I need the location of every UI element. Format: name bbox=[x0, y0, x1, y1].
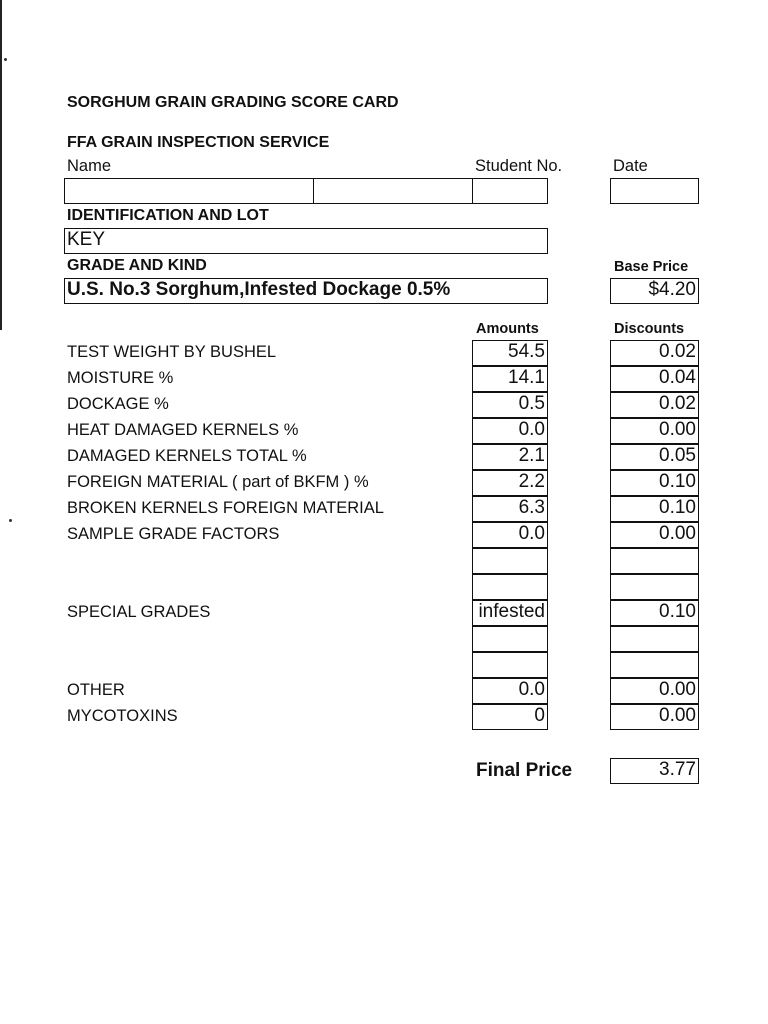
grade-kind-field[interactable]: U.S. No.3 Sorghum,Infested Dockage 0.5% bbox=[64, 278, 548, 304]
base-price-label: Base Price bbox=[614, 259, 689, 275]
factor-label: DOCKAGE % bbox=[67, 395, 169, 413]
amounts-header: Amounts bbox=[476, 321, 539, 337]
discount-field[interactable]: 0.10 bbox=[610, 600, 699, 626]
student-no-field[interactable] bbox=[472, 178, 548, 204]
date-label: Date bbox=[613, 157, 648, 175]
card-title: SORGHUM GRAIN GRADING SCORE CARD bbox=[67, 94, 399, 111]
factor-label: MOISTURE % bbox=[67, 369, 174, 387]
discount-field[interactable]: 0.04 bbox=[610, 366, 699, 392]
name-label: Name bbox=[67, 157, 112, 175]
discount-field[interactable]: 0.10 bbox=[610, 470, 699, 496]
amount-field[interactable] bbox=[472, 652, 548, 678]
identification-label: IDENTIFICATION AND LOT bbox=[67, 207, 269, 224]
discount-field[interactable]: 0.00 bbox=[610, 418, 699, 444]
final-price-field[interactable]: 3.77 bbox=[610, 758, 699, 784]
factor-label: SAMPLE GRADE FACTORS bbox=[67, 525, 280, 543]
factor-label: BROKEN KERNELS FOREIGN MATERIAL bbox=[67, 499, 384, 517]
amount-field[interactable] bbox=[472, 574, 548, 600]
amount-field[interactable]: infested bbox=[472, 600, 548, 626]
amount-field[interactable] bbox=[472, 548, 548, 574]
amount-field[interactable]: 2.2 bbox=[472, 470, 548, 496]
factor-label: MYCOTOXINS bbox=[67, 707, 178, 725]
amount-field[interactable]: 0.0 bbox=[472, 522, 548, 548]
amount-field[interactable]: 6.3 bbox=[472, 496, 548, 522]
factor-label: DAMAGED KERNELS TOTAL % bbox=[67, 447, 307, 465]
amount-field[interactable]: 0 bbox=[472, 704, 548, 730]
amount-field[interactable]: 0.0 bbox=[472, 678, 548, 704]
name-field[interactable] bbox=[64, 178, 315, 204]
factor-label: OTHER bbox=[67, 681, 125, 699]
date-field[interactable] bbox=[610, 178, 699, 204]
name-field-extra[interactable] bbox=[313, 178, 474, 204]
factor-label: TEST WEIGHT BY BUSHEL bbox=[67, 343, 277, 361]
scan-edge bbox=[0, 0, 2, 330]
grade-kind-label: GRADE AND KIND bbox=[67, 257, 207, 274]
amount-field[interactable]: 54.5 bbox=[472, 340, 548, 366]
factor-label: FOREIGN MATERIAL ( part of BKFM ) % bbox=[67, 473, 369, 491]
discount-field[interactable] bbox=[610, 574, 699, 600]
discount-field[interactable] bbox=[610, 548, 699, 574]
scan-speck bbox=[4, 58, 7, 61]
amount-field[interactable]: 2.1 bbox=[472, 444, 548, 470]
identification-field[interactable]: KEY bbox=[64, 228, 548, 254]
discount-field[interactable]: 0.05 bbox=[610, 444, 699, 470]
discount-field[interactable]: 0.02 bbox=[610, 340, 699, 366]
amount-field[interactable] bbox=[472, 626, 548, 652]
discount-field[interactable]: 0.10 bbox=[610, 496, 699, 522]
base-price-field[interactable]: $4.20 bbox=[610, 278, 699, 304]
student-no-label: Student No. bbox=[475, 157, 563, 175]
discount-field[interactable]: 0.00 bbox=[610, 522, 699, 548]
amount-field[interactable]: 0.5 bbox=[472, 392, 548, 418]
final-price-label: Final Price bbox=[476, 760, 573, 781]
service-title: FFA GRAIN INSPECTION SERVICE bbox=[67, 134, 330, 151]
discounts-header: Discounts bbox=[614, 321, 685, 337]
amount-field[interactable]: 14.1 bbox=[472, 366, 548, 392]
factor-label: SPECIAL GRADES bbox=[67, 603, 211, 621]
factor-label: HEAT DAMAGED KERNELS % bbox=[67, 421, 299, 439]
scan-speck bbox=[9, 519, 12, 522]
discount-field[interactable]: 0.02 bbox=[610, 392, 699, 418]
amount-field[interactable]: 0.0 bbox=[472, 418, 548, 444]
discount-field[interactable] bbox=[610, 652, 699, 678]
discount-field[interactable]: 0.00 bbox=[610, 704, 699, 730]
discount-field[interactable] bbox=[610, 626, 699, 652]
discount-field[interactable]: 0.00 bbox=[610, 678, 699, 704]
